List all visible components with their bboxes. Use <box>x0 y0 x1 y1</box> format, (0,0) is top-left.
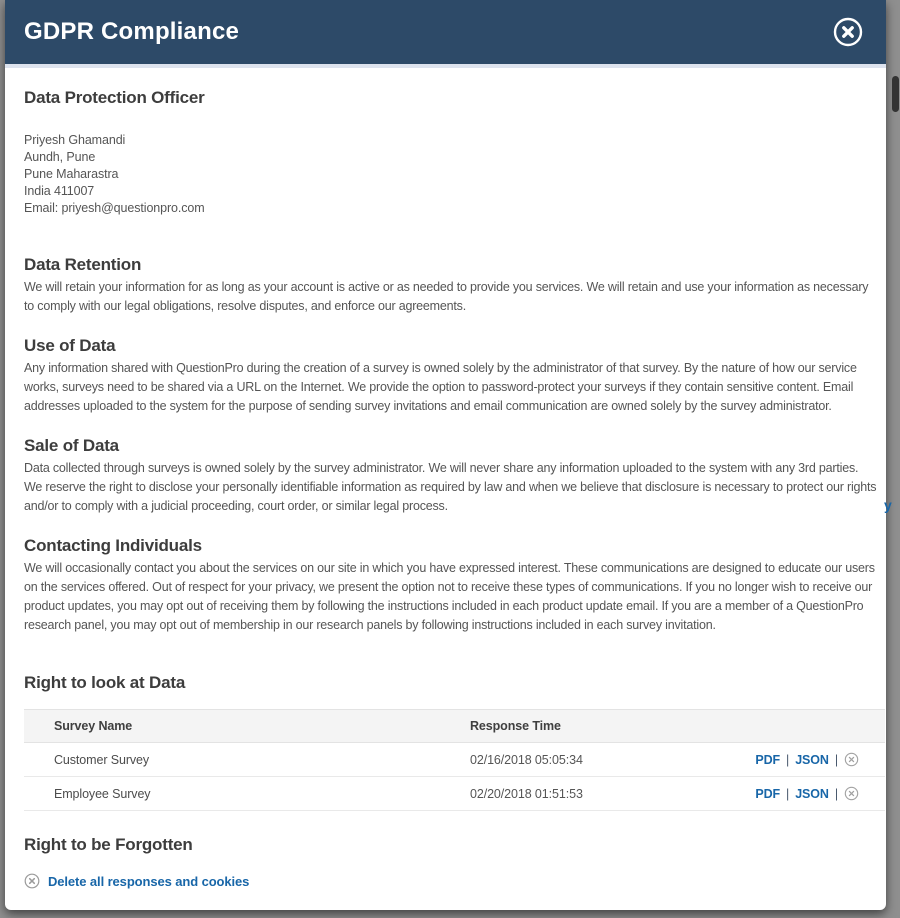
dpo-email: Email: priyesh@questionpro.com <box>24 201 205 215</box>
survey-name: Employee Survey <box>54 786 151 801</box>
separator: | <box>834 786 838 801</box>
separator: | <box>834 752 838 767</box>
pdf-export-link[interactable]: PDF <box>755 786 781 801</box>
contacting-individuals-heading: Contacting Individuals <box>24 536 202 555</box>
delete-row-icon[interactable] <box>844 752 859 767</box>
table-row <box>24 743 885 777</box>
separator: | <box>786 752 790 767</box>
use-of-data-body: Any information shared with QuestionPro during the creation of a survey is owned solely by the administrator of that survey. By the nature of how our service works, surveys need to be shared via a URL on the Internet. We provide the option to password-protect your surveys if they contain sensitive content. Email addresses uploaded to the system for the purpose of sending survey invitations and email communication are owned solely by the survey administrator. <box>24 361 857 413</box>
delete-all-responses-link[interactable]: Delete all responses and cookies <box>48 873 250 889</box>
response-time: 02/16/2018 05:05:34 <box>470 752 583 767</box>
section-contacting-individuals <box>24 536 878 635</box>
close-icon <box>832 16 864 48</box>
modal-title: GDPR Compliance <box>24 18 240 45</box>
dpo-heading: Data Protection Officer <box>24 88 205 107</box>
right-to-look-heading: Right to look at Data <box>24 673 186 692</box>
dpo-address-line2: Pune Maharastra <box>24 167 119 181</box>
survey-response-table <box>24 709 885 811</box>
column-header-response-time: Response Time <box>470 719 561 733</box>
gdpr-compliance-modal <box>5 0 886 910</box>
delete-all-responses-button[interactable] <box>24 873 878 889</box>
modal-body <box>5 68 886 910</box>
data-retention-body: We will retain your information for as long as your account is active or as needed to provide you services. We will retain and use your information as necessary to comply with our legal obligations, resolve disputes, and enforce our agreements. <box>24 280 869 313</box>
right-to-be-forgotten-heading: Right to be Forgotten <box>24 835 193 854</box>
dpo-address <box>24 132 878 217</box>
section-data-retention <box>24 255 878 316</box>
data-retention-heading: Data Retention <box>24 255 142 274</box>
dpo-address-line1: Aundh, Pune <box>24 150 96 164</box>
pdf-export-link[interactable]: PDF <box>755 752 781 767</box>
contacting-individuals-body: We will occasionally contact you about the services on our site in which you have expressed interest. These communications are designed to educate our users on the services offered. Out of respect for your privacy, we present the option not to receive these types of communications. If you no longer wish to receive our product updates, you may opt out of receiving them by following the instructions included in each product update email. If you are a member of a QuestionPro research panel, you may opt out of membership in our research panels by following instructions included in each survey invitation. <box>24 561 875 632</box>
modal-header <box>5 0 886 68</box>
table-row <box>24 777 885 811</box>
clipped-background-link-artifact: y <box>884 497 892 513</box>
dpo-name: Priyesh Ghamandi <box>24 133 126 147</box>
sale-of-data-body: Data collected through surveys is owned solely by the survey administrator. We will never share any information uploaded to the system with any 3rd parties. We reserve the right to disclose your personally identifiable information as required by law and when we believe that disclosure is necessary to protect our rights and/or to comply with a judicial proceeding, court order, or similar legal process. <box>24 461 877 513</box>
column-header-survey-name: Survey Name <box>54 719 133 733</box>
row-actions <box>715 786 885 801</box>
survey-name: Customer Survey <box>54 752 150 767</box>
response-time: 02/20/2018 01:51:53 <box>470 786 583 801</box>
close-button[interactable] <box>832 16 864 48</box>
section-use-of-data <box>24 336 878 416</box>
section-sale-of-data <box>24 436 878 516</box>
use-of-data-heading: Use of Data <box>24 336 116 355</box>
delete-row-icon[interactable] <box>844 786 859 801</box>
row-actions <box>715 752 885 767</box>
background-scrollbar-thumb[interactable] <box>892 76 899 112</box>
dpo-address-line3: India 411007 <box>24 184 95 198</box>
separator: | <box>786 786 790 801</box>
delete-all-icon <box>24 873 40 889</box>
json-export-link[interactable]: JSON <box>795 786 829 801</box>
sale-of-data-heading: Sale of Data <box>24 436 119 455</box>
table-header-row <box>24 710 885 743</box>
json-export-link[interactable]: JSON <box>795 752 829 767</box>
